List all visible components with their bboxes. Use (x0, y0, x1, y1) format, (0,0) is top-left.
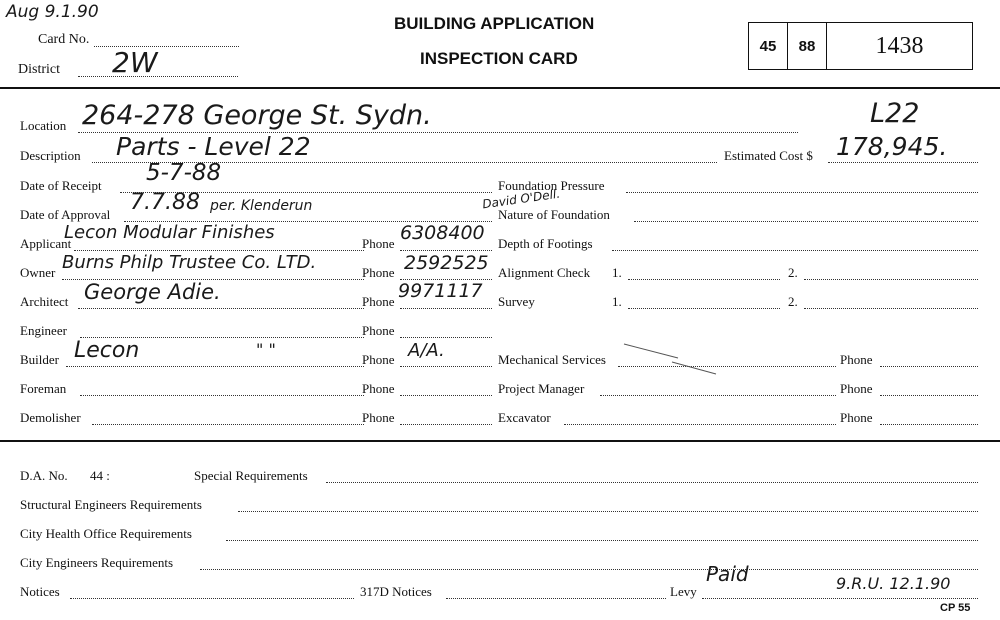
builder-ditto: " " (256, 340, 276, 359)
district-label: District (18, 62, 60, 77)
applicant-phone-line (400, 250, 492, 251)
foreman-phone-label: Phone (362, 381, 395, 396)
builder-value: Lecon (74, 338, 140, 363)
survey-num1: 1. (612, 294, 622, 309)
applicant-phone-label: Phone (362, 236, 395, 251)
builder-phone-line (400, 366, 492, 367)
approval-label: Date of Approval (20, 207, 111, 222)
notices-317d-label: 317D Notices (360, 584, 432, 599)
levy-value: Paid (706, 562, 749, 586)
levy-note: 9.R.U. 12.1.90 (836, 574, 951, 593)
special-req-label: Special Requirements (194, 468, 308, 483)
demolisher-phone-line (400, 424, 492, 425)
owner-label: Owner (20, 265, 56, 280)
project-manager-label: Project Manager (498, 381, 585, 396)
alignment-check-label: Alignment Check (498, 265, 591, 280)
engineer-phone-label: Phone (362, 323, 395, 338)
notices-label: Notices (20, 584, 60, 599)
nature-foundation-label: Nature of Foundation (498, 207, 610, 222)
project-manager-phone-label: Phone (840, 381, 873, 396)
structural-req-line (238, 511, 978, 512)
demolisher-label: Demolisher (20, 410, 81, 425)
alignment-line1 (628, 279, 780, 280)
depth-footings-label: Depth of Footings (498, 236, 593, 251)
description-value: Parts - Level 22 (116, 132, 311, 161)
card-no-label: Card No. (38, 32, 90, 47)
foreman-phone-line (400, 395, 492, 396)
mechanical-label: Mechanical Services (498, 352, 606, 367)
owner-phone: 2592525 (404, 252, 489, 274)
title-line1: BUILDING APPLICATION (394, 14, 595, 33)
excavator-label: Excavator (498, 410, 551, 425)
applicant-label: Applicant (20, 236, 72, 251)
architect-label: Architect (20, 294, 69, 309)
foundation-pressure-label: Foundation Pressure (498, 178, 605, 193)
foreman-label: Foreman (20, 381, 67, 396)
receipt-value: 5-7-88 (146, 160, 222, 186)
builder-phone: A/A. (408, 340, 445, 361)
builder-label: Builder (20, 352, 59, 367)
card-number-boxes (748, 22, 973, 70)
builder-phone-label: Phone (362, 352, 395, 367)
excavator-phone-label: Phone (840, 410, 873, 425)
engineer-label: Engineer (20, 323, 67, 338)
stray-pen-mark (620, 340, 720, 380)
receipt-label: Date of Receipt (20, 178, 102, 193)
survey-line2 (804, 308, 978, 309)
engineers-req-line (200, 569, 978, 570)
notices-317d-line (446, 598, 666, 599)
owner-phone-label: Phone (362, 265, 395, 280)
survey-label: Survey (498, 294, 535, 309)
notices-line (70, 598, 354, 599)
architect-line (78, 308, 364, 309)
header-rule (0, 87, 1000, 89)
excavator-line (564, 424, 836, 425)
demolisher-phone-label: Phone (362, 410, 395, 425)
description-label: Description (20, 148, 81, 163)
architect-value: George Adie. (84, 280, 221, 304)
title-line2: INSPECTION CARD (420, 49, 578, 68)
approval-extra: David O'Dell. (481, 186, 561, 212)
applicant-phone: 6308400 (400, 222, 485, 244)
alignment-num1: 1. (612, 265, 622, 280)
box-1: 45 (759, 37, 777, 55)
survey-num2: 2. (788, 294, 798, 309)
est-cost-value: 178,945. (836, 132, 948, 161)
foreman-line (80, 395, 364, 396)
location-value: 264-278 George St. Sydn. (82, 100, 432, 131)
applicant-line (74, 250, 364, 251)
architect-phone-line (400, 308, 492, 309)
structural-req-label: Structural Engineers Requirements (20, 497, 202, 512)
box-2: 88 (787, 23, 826, 69)
architect-phone: 9971117 (398, 280, 483, 302)
architect-phone-label: Phone (362, 294, 395, 309)
da-label: D.A. No. (20, 468, 68, 483)
builder-line (66, 366, 364, 367)
depth-footings-line (612, 250, 978, 251)
alignment-line2 (804, 279, 978, 280)
location-label: Location (20, 118, 67, 133)
nature-foundation-line (634, 221, 978, 222)
district-line (78, 76, 238, 77)
foundation-pressure-line (626, 192, 978, 193)
approval-signature: per. Klenderun (210, 198, 313, 214)
mechanical-phone-line (880, 366, 978, 367)
survey-line1 (628, 308, 780, 309)
district-value: 2W (112, 46, 158, 79)
box-3: 1438 (826, 23, 972, 69)
project-manager-line (600, 395, 836, 396)
owner-value: Burns Philp Trustee Co. LTD. (62, 252, 317, 273)
demolisher-line (92, 424, 364, 425)
engineers-req-label: City Engineers Requirements (20, 555, 174, 570)
middle-rule (0, 440, 1000, 442)
alignment-num2: 2. (788, 265, 798, 280)
handwritten-date: Aug 9.1.90 (6, 2, 99, 22)
form-code: CP 55 (940, 602, 971, 614)
mechanical-phone-label: Phone (840, 352, 873, 367)
approval-value: 7.7.88 (130, 190, 200, 215)
est-cost-label: Estimated Cost $ (724, 148, 813, 163)
special-req-line (326, 482, 978, 483)
excavator-phone-line (880, 424, 978, 425)
project-manager-phone-line (880, 395, 978, 396)
health-req-label: City Health Office Requirements (20, 526, 192, 541)
da-value: 44 : (90, 468, 110, 483)
est-cost-line (828, 162, 978, 163)
engineer-phone-line (400, 337, 492, 338)
location-extra: L22 (870, 98, 920, 129)
health-req-line (226, 540, 978, 541)
applicant-value: Lecon Modular Finishes (64, 222, 275, 243)
levy-label: Levy (670, 584, 697, 599)
levy-line (702, 598, 978, 599)
